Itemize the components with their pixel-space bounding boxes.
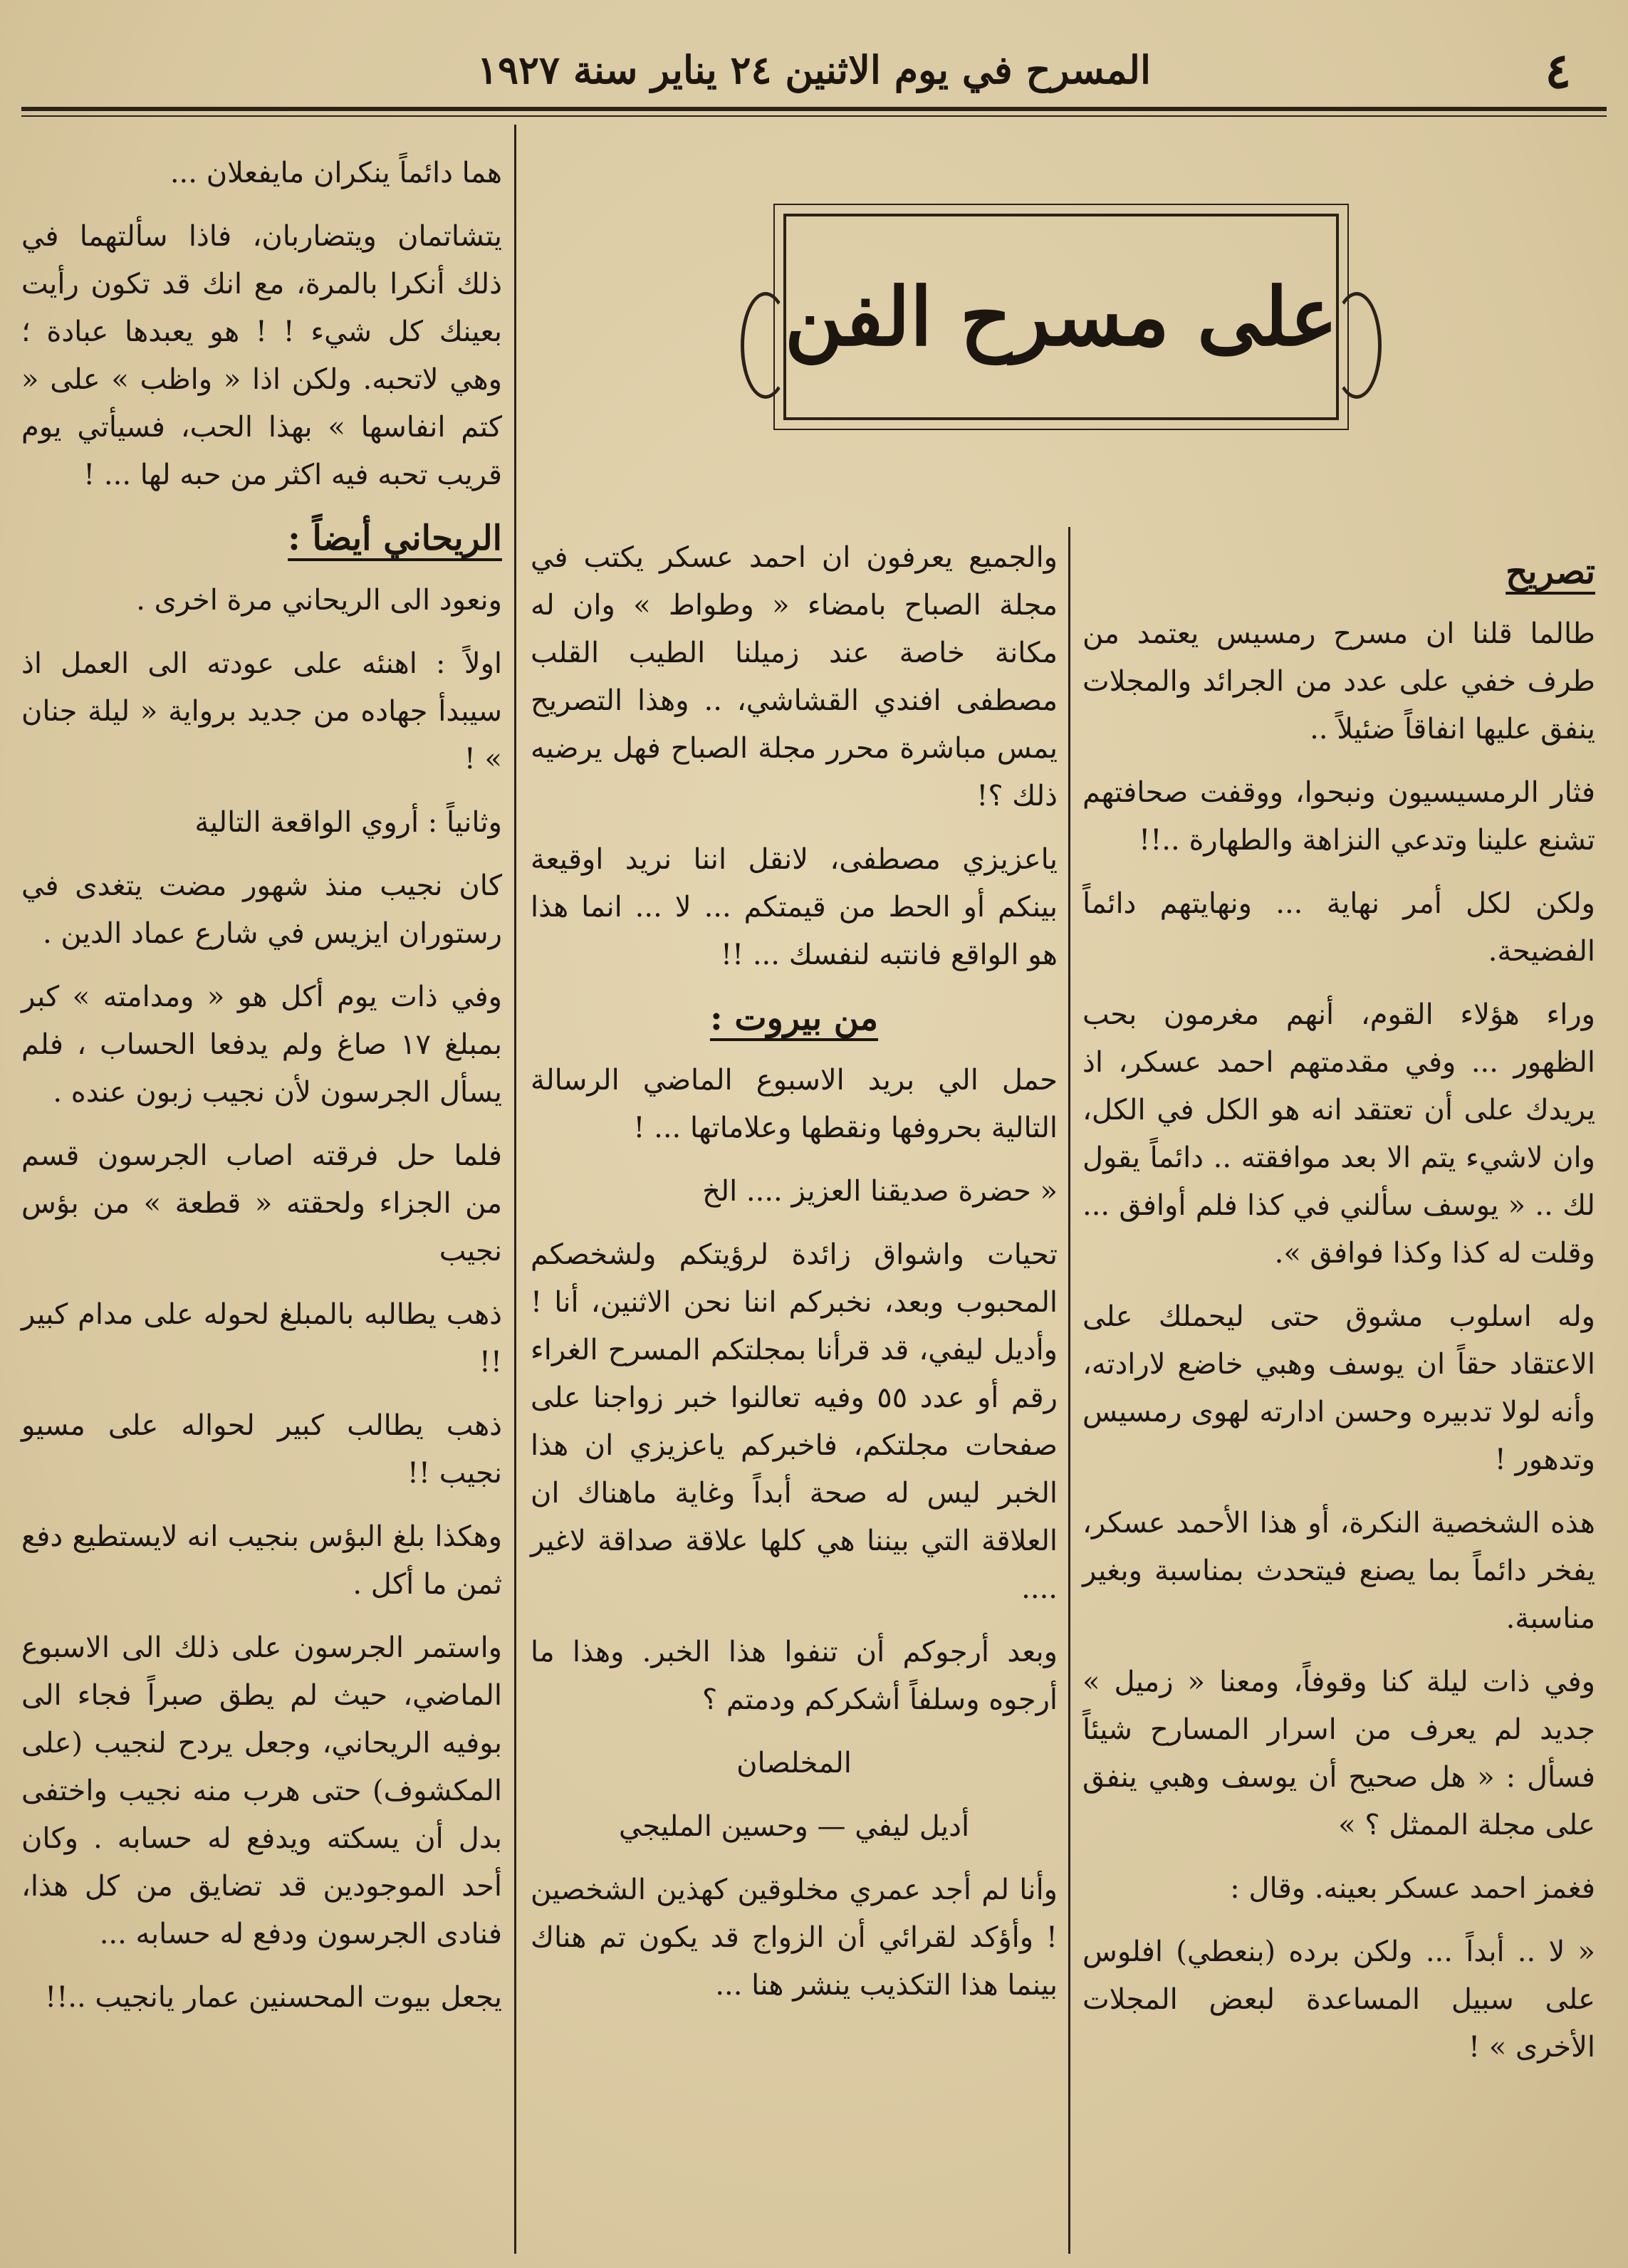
beirut-heading: من بيروت : [709, 998, 879, 1038]
article-paragraph: ياعزيزي مصطفى، لانقل اننا نريد اوقيعة بينكم أو الحط من قيمتكم ... لا ... انما هذا هو الواقع فانتبه لنفسك ... !! [531, 843, 1058, 971]
middle-column [531, 534, 1058, 2025]
letter-signatures: أديل ليفي — وحسين المليجي [618, 1810, 970, 1843]
article-paragraph: حمل الي بريد الاسبوع الماضي الرسالة التالية بحروفها ونقطها وعلاماتها ... ! [531, 1064, 1058, 1144]
article-paragraph: وهكذا بلغ البؤس بنجيب انه لايستطيع دفع ثمن ما أكل . [21, 1520, 502, 1601]
article-paragraph: وله اسلوب مشوق حتى ليحملك على الاعتقاد حقاً ان يوسف وهبي خاضع لارادته، وأنه لولا تدبيره وحسن ادارته لهوى رمسيس وتدهور ! [1082, 1300, 1595, 1476]
article-paragraph: وراء هؤلاء القوم، أنهم مغرمون بحب الظهور ... وفي مقدمتهم احمد عسكر، اذ يريدك على أن تعتقد انه هو الكل في الكل، وان لاشيء يتم الا بعد موافقته .. دائماً يقول لك .. « يوسف سألني في كذا فلم أوافق ... وقلت له كذا وكذا فوافق ». [1082, 998, 1595, 1270]
article-paragraph: فلما حل فرقته اصاب الجرسون قسم من الجزاء ولحقته « قطعة » من بؤس نجيب [21, 1139, 502, 1268]
right-column-heading: تصريح [1506, 552, 1595, 592]
column-divider-left [514, 125, 516, 2254]
section-banner [741, 185, 1382, 449]
article-paragraph: يتشاتمان ويتضاربان، فاذا سألتهما في ذلك أنكرا بالمرة، مع انك قد تكون رأيت بعينك كل شيء ! ! هو يعبدها عبادة ؛ وهي لاتحبه. ولكن اذا « واظب » على « كتم انفاسها » بهذا الحب، فسيأتي يوم قريب تحبه فيه اكثر من حبه لها ... ! [21, 220, 502, 491]
article-paragraph: هما دائماً ينكران مايفعلان ... [169, 157, 502, 189]
article-paragraph: واستمر الجرسون على ذلك الى الاسبوع الماضي، حيث لم يطق صبراً فجاء الى بوفيه الريحاني، وجعل يردح لنجيب (على المكشوف) حتى هرب منه نجيب واختفى بدل أن يسكته ويدفع له حسابه . وكان أحد الموجودين قد تضايق من كل هذا، فنادى الجرسون ودفع له حسابه ... [21, 1631, 502, 1950]
article-paragraph: ونعود الى الريحاني مرة اخرى . [136, 584, 502, 617]
article-paragraph: كان نجيب منذ شهور مضت يتغدى في رستوران ايزيس في شارع عماد الدين . [21, 869, 502, 950]
article-paragraph: « لا .. أبداً ... ولكن برده (بنعطي) افلوس على سبيل المساعدة لبعض المجلات الأخرى » ! [1082, 1935, 1595, 2064]
article-paragraph: اولاً : اهنئه على عودته الى العمل اذ سيبدأ جهاده من جديد برواية « ليلة جنان » ! [21, 647, 502, 775]
article-paragraph: وأنا لم أجد عمري مخلوقين كهذين الشخصين ! وأؤكد لقرائي أن الزواج قد يكون تم هناك بينما هذا التكذيب ينشر هنا ... [531, 1874, 1058, 2002]
article-paragraph: ولكن لكل أمر نهاية ... ونهايتهم دائماً الفضيحة. [1082, 887, 1595, 968]
letter-salutation: « حضرة صديقنا العزيز .... الخ [702, 1175, 1058, 1208]
article-paragraph: طالما قلنا ان مسرح رمسيس يعتمد من طرف خفي على عدد من الجرائد والمجلات ينفق عليها انفاقاً ضئيلاً .. [1082, 617, 1595, 746]
article-paragraph: والجميع يعرفون ان احمد عسكر يكتب في مجلة الصباح بامضاء « وطواط » وان له مكانة خاصة عند زميلنا الطيب القلب مصطفى افندي القشاشي، .. وهذا التصريح يمس مباشرة محرر مجلة الصباح فهل يرضيه ذلك ؟! [531, 541, 1058, 812]
article-paragraph: ذهب يطالبه بالمبلغ لحوله على مدام كبير !! [21, 1298, 502, 1379]
column-divider-right [1068, 527, 1070, 2254]
right-column [1082, 548, 1595, 2087]
left-column-heading: الريحاني أيضاً : [288, 518, 502, 558]
letter-body: تحيات واشواق زائدة لرؤيتكم ولشخصكم المحبوب وبعد، نخبركم اننا نحن الاثنين، أنا ! وأديل ليفي، قد قرأنا بمجلتكم المسرح الغراء رقم أو عدد ٥٥ وفيه تعالنوا خبر زواجنا على صفحات مجلتكم، فاخبركم ياعزيزي ان هذا الخبر ليس له صحة أبداً وغاية ماهناك ان العلاقة التي بيننا هي كلها علاقة صداقة لاغير .... [531, 1238, 1058, 1605]
letter-signoff: المخلصان [736, 1747, 852, 1780]
header-rule [21, 107, 1607, 111]
page-header [21, 43, 1607, 107]
page-number: ٤ [1545, 43, 1571, 100]
header-rule-thin [21, 115, 1607, 117]
article-paragraph: وثانياً : أروي الواقعة التالية [194, 806, 502, 839]
left-column [21, 150, 502, 2037]
header-title: المسرح في يوم الاثنين ٢٤ يناير سنة ١٩٢٧ [477, 47, 1151, 93]
article-paragraph: وفي ذات يوم أكل هو « ومدامته » كبر بمبلغ ١٧ صاغ ولم يدفعا الحساب ، فلم يسأل الجرسون لأن نجيب زبون عنده . [21, 981, 502, 1109]
banner-title: على مسرح الفن [784, 271, 1338, 364]
article-paragraph: فثار الرمسيسيون ونبحوا، ووقفت صحافتهم تشنع علينا وتدعي النزاهة والطهارة ..!! [1082, 776, 1595, 857]
article-paragraph: ذهب يطالب كبير لحواله على مسيو نجيب !! [21, 1409, 502, 1490]
article-paragraph: يجعل بيوت المحسنين عمار يانجيب ..!! [45, 1981, 502, 2014]
article-paragraph: هذه الشخصية النكرة، أو هذا الأحمد عسكر، يفخر دائماً بما يصنع فيتحدث بمناسبة وبغير مناسبة. [1082, 1507, 1595, 1635]
letter-closing: وبعد أرجوكم أن تنفوا هذا الخبر. وهذا ما أرجوه وسلفاً أشكركم ودمتم ؟ [531, 1636, 1058, 1716]
article-paragraph: وفي ذات ليلة كنا وقوفاً، ومعنا « زميل » جديد لم يعرف من اسرار المسارح شيئاً فسأل : « هل صحيح أن يوسف وهبي ينفق على مجلة الممثل ؟ » [1082, 1666, 1595, 1841]
article-paragraph: فغمز احمد عسكر بعينه. وقال : [1230, 1872, 1595, 1905]
